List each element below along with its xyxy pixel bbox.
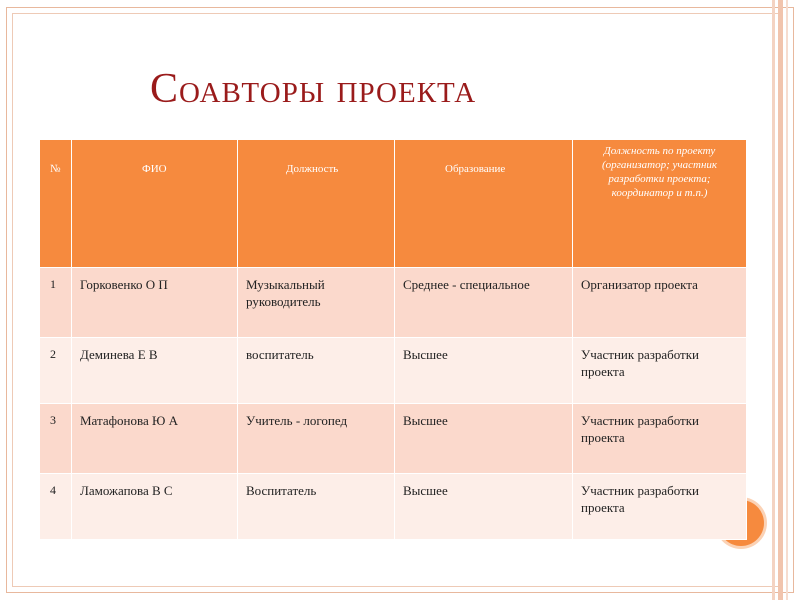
table-row [40,474,747,540]
cell-num: 2 [40,338,72,404]
header-project-role: Должность по проекту (организатор; участник разработки проекта; координатор и т.п.) [573,140,747,268]
cell-position: Воспитатель [238,474,395,540]
cell-education: Высшее [395,338,573,404]
decor-stripe [786,0,788,600]
cell-project-role: Участник разработки проекта [573,338,747,404]
cell-education: Высшее [395,474,573,540]
header-education: Образование [395,140,573,268]
decor-stripe [772,0,775,600]
table-row [40,338,747,404]
cell-project-role: Участник разработки проекта [573,404,747,474]
table-row [40,404,747,474]
cell-fio: Деминева Е В [72,338,238,404]
decor-stripe [778,0,783,600]
cell-position: Музыкальный руководитель [238,268,395,338]
cell-project-role: Участник разработки проекта [573,474,747,540]
cell-project-role: Организатор проекта [573,268,747,338]
cell-num: 1 [40,268,72,338]
header-num: № [40,140,72,268]
table-header-row [40,140,747,268]
cell-num: 3 [40,404,72,474]
header-position: Должность [238,140,395,268]
cell-num: 4 [40,474,72,540]
cell-fio: Матафонова Ю А [72,404,238,474]
header-fio: ФИО [72,140,238,268]
cell-position: Учитель - логопед [238,404,395,474]
cell-fio: Горковенко О П [72,268,238,338]
cell-education: Высшее [395,404,573,474]
coauthors-table [39,139,747,540]
cell-fio: Ламожапова В С [72,474,238,540]
cell-education: Среднее - специальное [395,268,573,338]
slide-title: Соавторы проекта [150,66,477,112]
table-row [40,268,747,338]
cell-position: воспитатель [238,338,395,404]
